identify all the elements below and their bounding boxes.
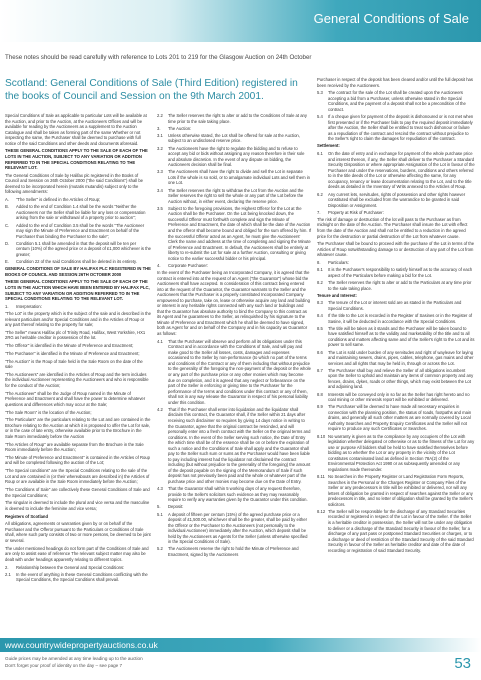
clause-number: 2.1 [5, 571, 11, 577]
clause [317, 313, 475, 324]
clause [157, 512, 311, 545]
clause-number: 8.11 [317, 473, 325, 479]
clause [5, 223, 151, 240]
clause-text: The Auctioneers have the right to regulate the bidding and to refuse to accept any bid or bids without assigning any reason therefore in their sole and absolute discretion. In the event of any dispute on bidding, the Auctioneers decision shall be final. [168, 145, 305, 168]
clause [157, 407, 311, 485]
clause [5, 197, 151, 203]
clause-number: 5.4 [317, 114, 323, 120]
clause [317, 434, 475, 473]
clause-text: In the event of anything in these General Conditions conflicting with the Special Conditions, the Special Conditions shall prevail. [16, 571, 148, 583]
paragraph: "The Purchaser" is identified in the Minute of Preference and Enactment; [5, 350, 140, 356]
clause [157, 206, 311, 261]
clause-text: Subject to the foregoing provisions, the Highest Offeror for the Lot at the Auction shall be the Purchaser. On the Lot being knocked down, the successful Offeror must forthwith complete and sign the Minute of Preference and Enactment, the date of which shall be the date of the Auction and the offeror shall become bound and obliged for the sum offered by him. If the successful Offeror acted as an Agent, he must give the Auctioneers' Clerk the name and address at the time of completing and signing the Minute of Preference and Enactment. In default, the Auctioneers shall be entirely at liberty to re-submit the Lot for sale at a further Auction, consulting or giving notice to the earlier successful bidder or his principal. [168, 205, 312, 261]
clause-number: 6.1 [317, 151, 323, 157]
clause-number: D. [5, 240, 10, 246]
clause-text: The Seller will be responsible for the discharge of any Standard Securities recorded or registered in respect of the Lot in favour of the Seller. If the Seller is a heritable creditor in possession, the Seller will not be under any obligation to deliver or a discharge of the Standard Security in favour of the Seller, for a discharge of any part pass or postponed Standard Securities or charges, or to a discharge or deed of restriction of the Standard Security of the said Standard Security in favour of the Seller as heritable creditor and date of the date of recording or registration of said Standard Security. [328, 508, 474, 553]
clause-text: Condition 5.1 shall be amended in that the deposit will be ten per centum (10%) of the agreed price or a deposit of £1,000 whichever is the greater; [16, 240, 152, 257]
clause-number: 8. [317, 260, 321, 266]
paragraph: "The Auctioneers" are identified in the Articles of Roup and the term includes the individual Auctioneer representing the Auctioneers and who is responsible for the conduct of the Auction; [5, 371, 149, 388]
clause-text: The title will be taken as it stands and the Purchaser will be taken bound to have satisfied himself as to the validity and marketability of the title and to all conditions and matters affecting same and of the Seller's right to the Lot and its power to sell same. [328, 325, 475, 348]
clause-text: The Purchaser shall buy and relieve the Seller of all obligations incumbent upon the Seller to uphold and maintain any items of common property and any fences, drains, dykes, roads or other things, which may exist between the Lot and adjoining land. [328, 367, 474, 390]
section-heading: Settlement: [317, 143, 340, 149]
clause-text: Relationship between the General and Special Conditions: [16, 564, 125, 570]
paragraph: "The Special conditions" are the Special Conditions relating to the sale of the Lot and are contained in (or their whereabouts are described in) the Articles of Roup or are available in the Sale Room immediately before the Auction; [5, 468, 150, 485]
clause [5, 304, 151, 310]
clause [317, 192, 475, 209]
clause [157, 263, 311, 269]
clause-text: The Lot is sold under burden of any servitudes and right of wayleave for laying and maintaining sewers, drains, pipes, cables, telephone, gas mains and other services and all rights that may be held in, through or across the Lot. [328, 349, 474, 366]
column-1 [5, 113, 151, 584]
column-2 [157, 113, 311, 559]
clause [317, 350, 475, 367]
clause [317, 90, 475, 112]
clause [317, 210, 475, 216]
paragraph: "The Articles of Roup" are available separate from the Brochure in the Sale Room immediately before the Auction; [5, 441, 144, 453]
clause [317, 326, 475, 348]
paragraph: "The Auction" is the Roup of Sale held in the Sale Room on the date of the sale [5, 358, 143, 370]
clause [317, 300, 475, 311]
section-heading: Tenure and Interest: [317, 292, 357, 298]
paragraph: "The Auctioneer" shall be the Judge of Roup named in the Minute of Preference and Enactment and shall have the power to determine whatever questions and differences which may occur at the Sale; [5, 390, 146, 407]
footer-bar [0, 638, 481, 652]
clause-text: The Purchaser will be deemed to have made all necessary enquiries in connection with the planning position, the status of roads, footpaths and main drains, and generally all such other matters as are normally covered by Local Authority Searches and Property Enquiry Certificates and the Seller will not require to produce any such Certificates or Searches. [328, 404, 472, 432]
paragraph: The under mentioned headings do not form part of the Conditions of Sale and are only to assist ease of reference The relevant subject matter may also be dealt with under headings apparently relating to different topics. [5, 545, 149, 562]
clause-number: 3.3 [157, 169, 163, 175]
header-band [0, 0, 481, 42]
clause [157, 169, 311, 186]
clause [5, 572, 151, 583]
clause-number: 8.4 [317, 313, 323, 319]
paragraph: "The Particulars" are the particulars relating to the Lot and are contained in the Brochure relating to the Auction at which it is proposed to offer the Lot for sale, or in the case of late entry, otherwise available prior to the Brochure in the Sale Room immediately before the Auction [5, 417, 151, 439]
clause-number: 5.3 [317, 90, 323, 96]
clause-text: The tenure of the Lot or interest sold are as stated in the Particulars and Special Conditions. [328, 300, 462, 311]
clause-text: No warranty is given as to the compliance by any occupiers of the Lot with legislation whether delegated or otherwise or as to the fitness of the Lot for any use or purpose All bidders shall be held to have satisfied themselves before bidding as to whether the Lot or any property in the vicinity of the Lot constitutes contaminated land as defined in Section 78A(2) of the Environmental Protection Act 1990 or as subsequently amended or any regulations made thereunder. [328, 433, 475, 472]
clause-text: Corporate Purchaser: [168, 262, 209, 268]
clause-text: Unless otherwise stated, the Lot shall be offered for sale at the Auction, subject to an undisclosed reserve price. [168, 132, 300, 144]
section-heading: THESE GENERAL CONDITIONS APPLY TO THE SALE OF EACH OF THE LOTS IN THE AUCTION, SUBJECT TO ANY VARIATION OR ADDITION REFERRED TO IN THE SPECIAL CONDITIONS RELATING TO THE RELEVANT LOT. [5, 148, 148, 171]
clause-number: 4.1 [157, 338, 163, 344]
clause-text: Deposit: [168, 504, 184, 510]
clause-number: 6.2 [317, 191, 323, 197]
paragraph: In the event of the Purchaser being an Incorporated Company, it is agreed that the contract is entered into at the request of an Agent ("the Guarantor") whose bid the Auctioneers shall have accepted. In consideration of this contract being entered into at the request of the Guarantor, the Guarantor warrants to the Seller and the Auctioneers that the Purchaser is a properly constituted Incorporated Company empowered to purchase, take on, lease or otherwise acquire any land and building or interest in any heritable rights connected with any such land or buildings and that the Guarantor has absolute authority to bind the Company to this contract as its Agent and he guarantees to the Seller, as relinquished by his signature to the Minute of Preference and Enactment which he shall be deemed to have signed, both as Agent for and on behalf of the Company and in his capacity as Guarantor as follows: [157, 269, 310, 336]
clause-text: "The Seller" is defined in the Articles of Roup; [16, 197, 101, 203]
clause-text: The Auctioneers shall have the right to divide and sell the Lot in separate Lots if the whole is so sold, or to amalgamate individual Lots and sell them in one Lot. [168, 169, 310, 186]
clause-number: 4.3 [157, 486, 163, 492]
clause [317, 114, 475, 142]
clause [317, 404, 475, 432]
guide-price-note: Guide prices may be amended at any time leading up to the auction [5, 656, 143, 661]
clause-number: 5.1 [157, 511, 163, 517]
clause-text: Interests will be conveyed only in so far as the Seller has right hereto and no coal mining or other minerals report will be exhibited or delivered. [328, 391, 470, 403]
clause-number: 5. [157, 504, 161, 510]
paragraph: The General Conditions of Sale by Halifax plc registered in the Books of Council and Session on 26th October 2000 ("the said Conditions") shall be deemed to be incorporated herein (mutatis mutandis) subject only to the following amendments: [5, 172, 143, 195]
clause [157, 546, 311, 557]
clause-text: Particulars: [328, 260, 349, 266]
clause-number: 3.4 [157, 187, 163, 193]
clause [317, 280, 475, 291]
clause-number: 7. [317, 209, 321, 215]
section-title: General Conditions of Sale [313, 11, 469, 26]
clause [317, 392, 475, 403]
clause-number: E. [5, 259, 9, 265]
clause-number: 3. [157, 125, 161, 131]
paragraph: "The Offeror" is identified in the Minute of Preference and Enactment; [5, 343, 134, 349]
clause-text: That the Guarantor shall within 5 working days of any request therefore, provide to the Seller's solicitors such evidence as they may reasonably require to verify any warranties given by the Guarantor under this condition. [168, 486, 308, 503]
clause [5, 204, 151, 221]
clause-number: 2. [5, 564, 9, 570]
clause-text: On the date of entry and in exchange for payment of the whole purchase price and interest thereon, if any, the Seller shall deliver to the Purchaser a Standard Security Disposition or where appropriate Assignation of the Lot in favour of the Purchaser and under the reservations, burdens, conditions and others referred to in the title deeds of the Lot or otherwise affecting the same, for any occupancy, tenancy or lease documentation relating to the Lot, and to the title deeds as detailed in the Inventory of Writs annexed to the Articles of Roup. [328, 151, 475, 190]
clause [157, 188, 311, 205]
clause-text: If the title to the Lot is recorded in the Register of Sasines or in the Register of Sasine, it will be deducted in accordance with the Special Conditions. [328, 313, 473, 324]
clause-number: 8.2 [317, 279, 323, 285]
clause-number: A. [5, 197, 9, 203]
clause-text: If a cheque given for payment of the deposit is dishonoured or is not met when first presented or if the Purchaser fails to pay the required deposit immediately after the Auction, the Seller shall be entitled to treat such dishonour or failure as a repudiation of the contract and rescind the contract without prejudice to the Seller's right to claim the damages for repudiation of the contract. [328, 114, 474, 142]
clause [5, 259, 151, 265]
clause-text: The Auctioneers reserve the right to hold the Minute of Preference and Enactment, signed by the Auctioneers [168, 546, 299, 557]
clause [157, 113, 311, 124]
paragraph: All obligations, agreements or warranties given by or on behalf of the Purchaser and the Offeror pursuant to the Particulars or Conditions of Sale shall, where such party consists of two or more persons, be deemed to be joint or several. [5, 521, 151, 543]
website-link[interactable]: www.countrywidepropertyauctions.co.uk [5, 640, 158, 650]
clause-number: 3.2 [157, 145, 163, 151]
clause-number: 8.8 [317, 391, 323, 397]
paragraph: Purchaser in respect of the deposit has been cleared and/or until the full deposit has been received by the Auctioneers. [317, 77, 473, 88]
clause-number: 2.2 [157, 113, 163, 118]
clause [317, 260, 475, 266]
clause-text: The Seller reserves the right to withdraw the Lot from the Auction and the Seller reserves the right to sell the whole or any part of the Lot before the Auction without, in either event, declaring the reserve price. [168, 187, 304, 204]
clause-number: 8.7 [317, 367, 323, 373]
clause [5, 565, 151, 571]
clause-text: It is the Purchaser's responsibility to satisfy himself as to the accuracy of each aspect of the Particulars before making a bid for the Lot. [328, 267, 473, 278]
clause [157, 133, 311, 144]
clause-number: 5.2 [157, 546, 163, 552]
clause [157, 126, 311, 132]
clause-number: 4.2 [157, 406, 163, 412]
clause-number: 3.5 [157, 205, 163, 211]
clause-number: 8.3 [317, 300, 323, 306]
paragraph: The risk of damage or destruction of the lot will pass to the Purchaser as from midnight on the date of the Auction. The Purchaser shall insure the Lot with effect from the date of the Auction and shall not be entitled to a reduction in the agreed price for the destruction or partial destruction of the Lot from whatever cause. [317, 216, 468, 239]
page-number: 53 [454, 655, 471, 672]
clause-text: Property at Risk of Purchaser: [328, 209, 384, 215]
clause [5, 241, 151, 258]
clause [157, 339, 311, 406]
section-heading: THESE GENERAL CONDITIONS APPLY TO THE SALE OF EACH OF THE LOTS IN THE AUCTION WHICH HAVE BEEN ENTERED BY HALIFAX PLC, SUBJECT TO ANY VARIATION OR ADDITION REFERRED TO IN THE SPECIAL CONDITIONS RELATING TO THE RELEVANT LOT. [5, 279, 150, 302]
clause-text: The Auction: [168, 125, 192, 131]
section-heading: GENERAL CONDITIONS OF SALE BY HALIFAX PLC REGISTERED IN THE BOOKS OF COUNCIL AND SESSION 26TH OCTOBER 2000 [5, 266, 151, 277]
clause-number: 1. [5, 303, 9, 309]
clause-text: Any current lets, servitudes, rights of possession and other rights however constituted shall be excluded from the warrandice to be granted in said Disposition or Assignment. [328, 191, 466, 208]
clause [157, 504, 311, 510]
clause-number: B. [5, 204, 9, 210]
clause [317, 474, 475, 507]
intro-note: These notes should be read carefully with reference to Lots 201 to 219 for the Glasgow Auction on 24th October [5, 54, 312, 61]
clause-number: 8.12 [317, 508, 326, 514]
paragraph: The singular is deemed to include the plural and vice versa and the masculine is deemed to include the feminine and vice versa; [5, 500, 150, 511]
clause-number: 3.1 [157, 132, 163, 138]
clause-text: That the Purchaser will observe and perform all its obligations under this Contract and in accordance with the Conditions of Sale, and will pay and make good to the Seller all losses, costs, damages and expenses occasioned to the Seller by non-performance (to which no part of the terms and conditions of the Contract or any of them including that without prejudice to the generality of the foregoing the non-payment of the deposit or the whole or any part of the purchase price or any other monies which may become due on completion, and it is agreed that any neglect or forbearance on the part of the Seller in enforcing or giving time to the Purchaser for the performance of the terms and conditions under this contract or any of them, shall not in any way release the Guarantor in respect of his personal liability under this condition. [168, 338, 311, 405]
clause-text: The Seller reserves the right to alter or add to the Particulars at any time prior to the sale taking place. [328, 279, 472, 291]
clause [157, 486, 311, 503]
section-heading: Registers of Scotland [5, 513, 49, 519]
clause-text: Added to the end of Condition 1.4 shall be the words "Neither the Auctioneers nor the Seller shall be liable for any loss or compensation arising from the sale or withdrawal of a property prior to auction"; [16, 204, 146, 221]
paragraph: "The Seller" means Halifax plc of Trinity Road, Halifax, West Yorkshire, HX1 2RG as heritable creditor in possession of the lot. [5, 329, 146, 341]
clause-text: Added to the end of Condition 3.5 shall be the words "The Auctioneer may sign the Minute of Preference and Enactment on behalf of the Purchaser thus binding the Purchaser to the sale"; [16, 222, 145, 239]
paragraph: The Purchaser shall be bound to proceed with the purchase of the Lot in terms of the Articles of Roup notwithstanding damage to or destruction of any part of the Lot from whatever cause. [317, 241, 475, 258]
id-note: Don't forget your proof of identity on the day – see page 7 [5, 662, 123, 668]
clause-text: Condition 22 of the said Conditions shall be deleted in its entirety. [16, 259, 137, 265]
footer-note [5, 656, 143, 669]
clause-number: 8.6 [317, 349, 323, 355]
clause-number: 8.10 [317, 433, 326, 439]
paragraph: "The Sale Room" is the location of the Auction; [5, 409, 92, 415]
clause-number: 8.9 [317, 404, 323, 410]
clause [317, 267, 475, 278]
clause-text: Interpretation: [16, 303, 42, 309]
clause [157, 146, 311, 168]
clause-text: The contract for the sale of the Lot shall be created upon the Auctioneers accepting a bid from a Purchaser, unless otherwise stated in the Special Conditions, and the payment of a deposit shall not be a precondition of the contract. [328, 90, 466, 112]
paragraph: "The Lot" is the property which is the subject of the sale and is described in the relevant particulars and/or Special Conditions and in the Articles of Roup or any part thereof relating to the property for sale; [5, 311, 151, 328]
clause-text: The Seller reserves the right to alter or add to the Conditions of Sale at any time prior to the sale taking place. [168, 113, 307, 124]
clause-text: No Searches in the Property Register or Land Registration Form Reports, Searches in the Personal or the Charges Register or Company Files of the Seller or any predecessors in title will be exhibited or delivered, nor will any letters of obligation be granted in respect of searches against the Seller or any predecessors in title, and no letter of obligation shall be granted by the Seller's solicitors. [328, 473, 473, 507]
clause [317, 509, 475, 553]
paragraph: "The Conditions of Sale" are collectively these General Conditions of Sale and the Special Conditions; [5, 487, 150, 498]
clause-text: A deposit of fifteen per centum (15%) of the agreed purchase price or a deposit of £1,500.00, whichever shall be the greater, shall be paid by either the Offeror or the Purchaser to the Auctioneers (not personally to the individual Auctioneer) immediately after the Auction, which deposit shall be held by the Auctioneers as Agents for the Seller (unless otherwise specified in the Special Conditions of Sale). [168, 511, 308, 545]
paragraph: Special Conditions of Sale as applicable to particular Lots will be available at the Auction, and prior to the Auction, at the Auctioneers Offices and will be available for reading by the Auctioneers as a supplement to the Auction Catalogue and shall be taken as forming part of the same Whether or not inspecting the same, the Purchaser shall be deemed to purchase with full notice of the said Conditions and other deeds and documents aforesaid. [5, 113, 147, 146]
clause [317, 368, 475, 390]
page-title: Scotland: General Conditions of Sale (Third Edition) registered in the books of Council and Session on the 9th March 2001. [5, 78, 298, 102]
column-3 [317, 77, 475, 555]
clause-text: That if the Purchaser shall enter into liquidation and the liquidator shall disclaim this contract, the Guarantor shall, if the Seller within 21 days after receiving such disclaimer so requires by giving 14 days notice in writing to the Guarantor, agree that the original contract be rescinded, and will personally enter into a fresh contract with the Seller on the original terms and conditions. In the event of the Seller serving such notice, the Date of Entry the which time shall be of the essence shall be on or before the expiration of such a notice and the Conditions of Sale shall apply and the Guarantor shall pay to the Seller such sum or sums as the Purchaser would have been liable to pay including interest had the liquidator not disclaimed the contract including (but without prejudice to the generality of the foregoing) the amount of the deposit payable on the signing of the Memorandum of Sale if such deposit has not previously been paid and the whole or whatever part of the purchase price and other monies may become due on the Date of Entry. [168, 406, 311, 484]
clause [317, 151, 475, 190]
paragraph: "The Minute of Preference and Enactment" is contained in the Articles of Roup and will be completed following the auction of the Lot; [5, 454, 150, 466]
clause-number: 8.1 [317, 267, 323, 273]
clause-number: 8.5 [317, 325, 323, 331]
clause-number: C. [5, 222, 10, 228]
clause-number: 4. [157, 262, 161, 268]
